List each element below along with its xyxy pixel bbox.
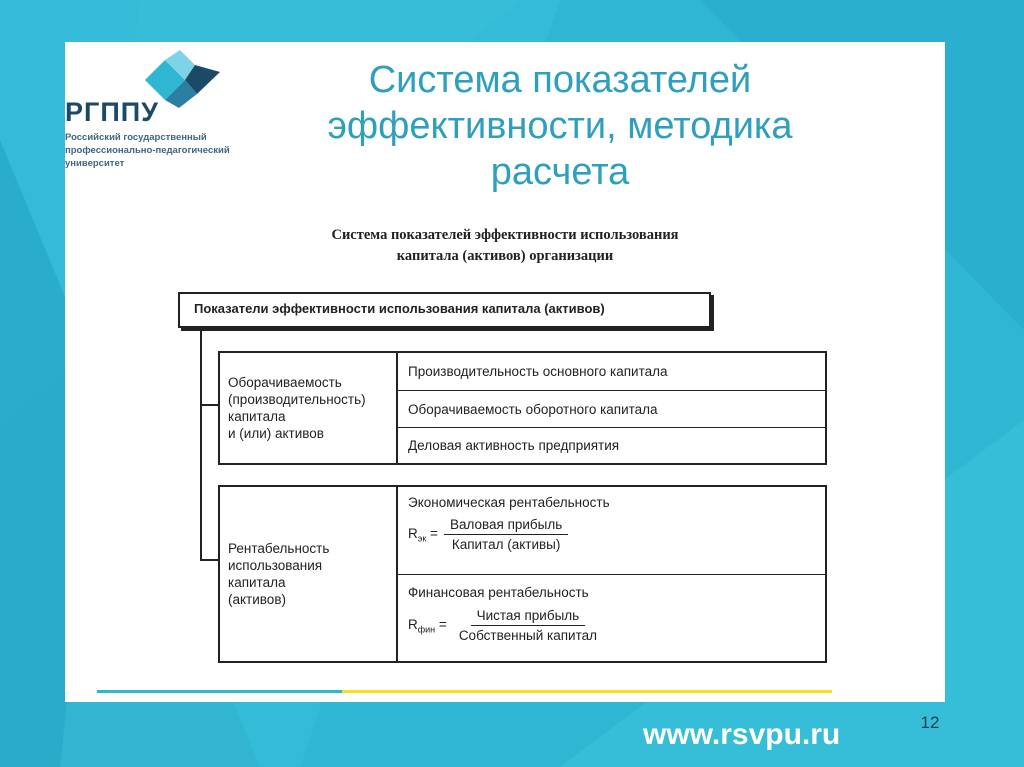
diagram-title [225, 225, 785, 267]
footer-rule-yellow [342, 690, 832, 693]
diagram-title-line-1: Система показателей эффективности использования [331, 227, 679, 243]
logo-description [65, 131, 295, 170]
connector-vertical [200, 328, 202, 561]
logo-line-1: Российский государственный [65, 132, 207, 143]
financial-profitability-name: Финансовая рентабельность [408, 585, 589, 600]
logo-name: РГППУ [65, 97, 159, 127]
slide-card [65, 42, 945, 702]
root-indicator-box: Показатели эффективности использования капитала (активов) [178, 292, 711, 328]
formula-denominator: Собственный капитал [458, 628, 597, 643]
turnover-label: Оборачиваемость (производительность) капитала и (или) активов [220, 353, 398, 463]
turnover-group [218, 351, 827, 465]
formula-symbol: $R_{эк}$ = [408, 525, 438, 544]
economic-profitability [398, 487, 825, 575]
formula-fraction [453, 608, 603, 643]
logo [65, 50, 295, 230]
formula-symbol: $R_{фин}$ = [408, 616, 447, 635]
formula-denominator: Капитал (активы) [451, 537, 561, 552]
connector-to-profitability [200, 559, 218, 561]
formula-fraction [444, 517, 568, 552]
logo-line-2: профессионально-педагогический [65, 145, 230, 156]
diagram-title-line-2: капитала (активов) организации [396, 248, 614, 264]
connector-to-turnover [200, 404, 218, 406]
turnover-item-1: Производительность основного капитала [398, 353, 825, 391]
economic-profitability-name: Экономическая рентабельность [408, 495, 610, 510]
logo-line-3: университет [65, 158, 125, 169]
formula-numerator: Чистая прибыль [471, 608, 586, 626]
profitability-group [218, 485, 827, 663]
formula-numerator: Валовая прибыль [444, 517, 568, 535]
financial-profitability-formula [408, 608, 603, 643]
financial-profitability [398, 575, 825, 661]
economic-profitability-formula [408, 517, 568, 552]
page-number: 12 [920, 713, 940, 732]
turnover-item-3: Деловая активность предприятия [408, 438, 620, 453]
footer-rule-blue [97, 690, 342, 693]
footer-url[interactable]: www.rsvpu.ru [643, 718, 841, 751]
slide-title: Система показателей эффективности, методика расчета [327, 59, 793, 193]
profitability-label: Рентабельность использования капитала (активов) [220, 487, 398, 661]
turnover-item-2: Оборачиваемость оборотного капитала [398, 391, 825, 428]
